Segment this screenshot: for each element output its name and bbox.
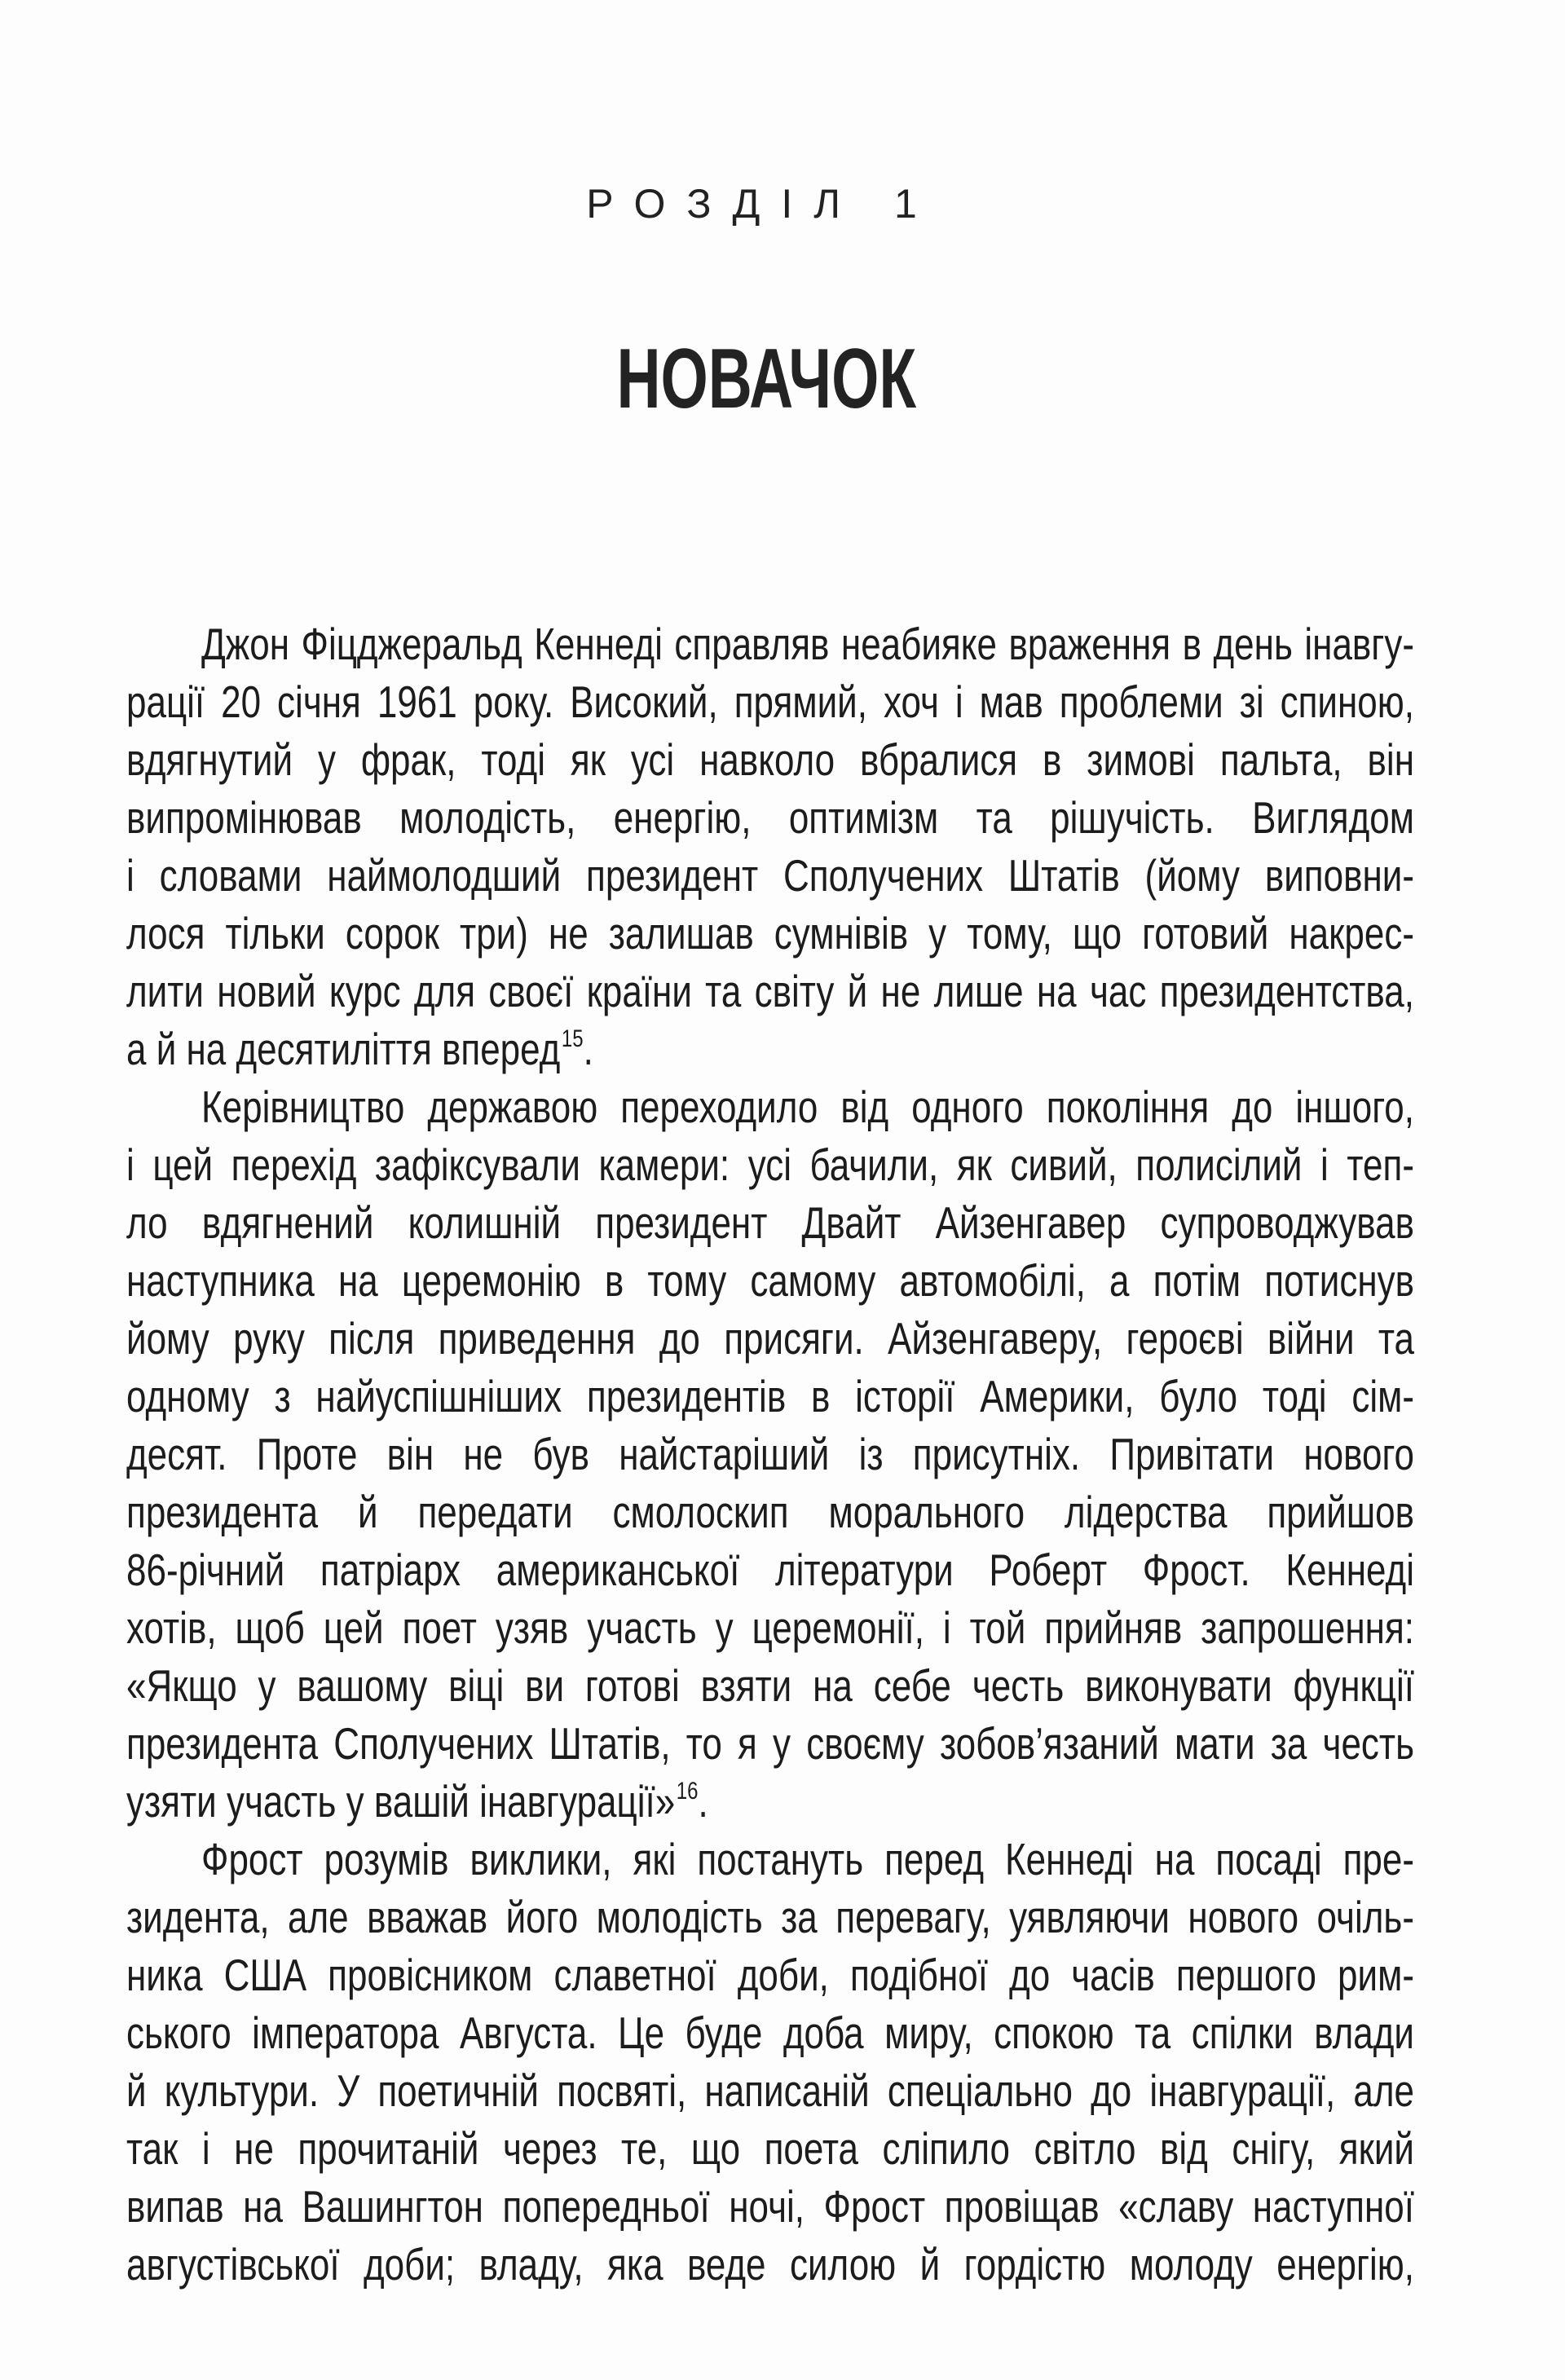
- text-line: хотів, щоб цей поет узяв участь у церемонії, і той прийняв запрошення:: [126, 1602, 1414, 1653]
- text-line: наступника на церемонію в тому самому автомобілі, а потім потиснув: [126, 1255, 1414, 1306]
- text-line: ського імператора Августа. Це буде доба миру, спокою та спілки влади: [126, 2008, 1414, 2058]
- chapter-number: РОЗДІЛ 1: [586, 181, 938, 227]
- text-line-last: [126, 1020, 1414, 1078]
- text-line: лося тільки сорок три) не залишав сумнівів у тому, що готовий накрес-: [126, 908, 1414, 959]
- text-line: й культури. У поетичній посвяті, написаній спеціально до інавгурації, але: [126, 2065, 1414, 2116]
- sentence-period: .: [698, 1776, 708, 1827]
- footnote-marker[interactable]: 15: [561, 1025, 584, 1052]
- chapter-title: [0, 334, 1532, 424]
- paragraph-1: [126, 615, 1414, 1078]
- text-line: так і не прочитаній через те, що поета сліпило світло від снігу, який: [126, 2123, 1414, 2174]
- text-line: Керівництво державою переходило від одного покоління до іншого,: [201, 1082, 1414, 1132]
- text-line-content: а й на десятиліття вперед: [126, 1024, 561, 1074]
- text-line: президента Сполучених Штатів, то я у своєму зобов’язаний мати за честь: [126, 1718, 1414, 1769]
- text-line: випромінював молодість, енергію, оптимізм та рішучість. Виглядом: [126, 792, 1414, 843]
- text-line: і словами наймолодший президент Сполучених Штатів (йому виповни-: [126, 850, 1414, 901]
- text-line: 86-річний патріарх американської літератури Роберт Фрост. Кеннеді: [126, 1545, 1414, 1595]
- text-line-last: [126, 1773, 1414, 1831]
- text-line: зидента, але вважав його молодість за перевагу, уявляючи нового очіль-: [126, 1892, 1414, 1942]
- text-line: лити новий курс для своєї країни та світу й не лише на час президентства,: [126, 966, 1414, 1016]
- chapter-title-text: НОВАЧОК: [616, 332, 916, 426]
- sentence-period: .: [583, 1024, 593, 1074]
- text-line: Джон Фіцджеральд Кеннеді справляв неабияке враження в день інавгу-: [201, 619, 1414, 669]
- paragraph-3: [126, 1831, 1414, 2294]
- text-line: рації 20 січня 1961 року. Високий, прямий, хоч і мав проблеми зі спиною,: [126, 677, 1414, 727]
- text-line: випав на Вашингтон попередньої ночі, Фрост провіщав «славу наступної: [126, 2181, 1414, 2232]
- text-line: «Якщо у вашому віці ви готові взяти на себе честь виконувати функції: [126, 1660, 1414, 1711]
- paragraph-2: [126, 1078, 1414, 1831]
- text-line: ника США провісником славетної доби, подібної до часів першого рим-: [126, 1950, 1414, 2000]
- text-line: президента й передати смолоскип морального лідерства прийшов: [126, 1487, 1414, 1537]
- text-line: ло вдягнений колишній президент Двайт Айзенгавер супроводжував: [126, 1197, 1414, 1248]
- text-line: августівської доби; владу, яка веде силою й гордістю молоду енергію,: [126, 2239, 1414, 2290]
- text-line: Фрост розумів виклики, які постануть перед Кеннеді на посаді пре-: [201, 1834, 1414, 1884]
- text-line: десят. Проте він не був найстаріший із присутніх. Привітати нового: [126, 1429, 1414, 1479]
- footnote-marker[interactable]: 16: [676, 1778, 699, 1805]
- text-line: одному з найуспішніших президентів в історії Америки, було тоді сім-: [126, 1371, 1414, 1421]
- text-line: і цей перехід зафіксували камери: усі бачили, як сивий, полисілий і теп-: [126, 1139, 1414, 1190]
- body-text: [126, 615, 1414, 2294]
- text-line-content: узяти участь у вашій інавгурації»: [126, 1776, 676, 1827]
- text-line: вдягнутий у фрак, тоді як усі навколо вбралися в зимові пальта, він: [126, 734, 1414, 785]
- text-line: йому руку після приведення до присяги. Айзенгаверу, героєві війни та: [126, 1313, 1414, 1364]
